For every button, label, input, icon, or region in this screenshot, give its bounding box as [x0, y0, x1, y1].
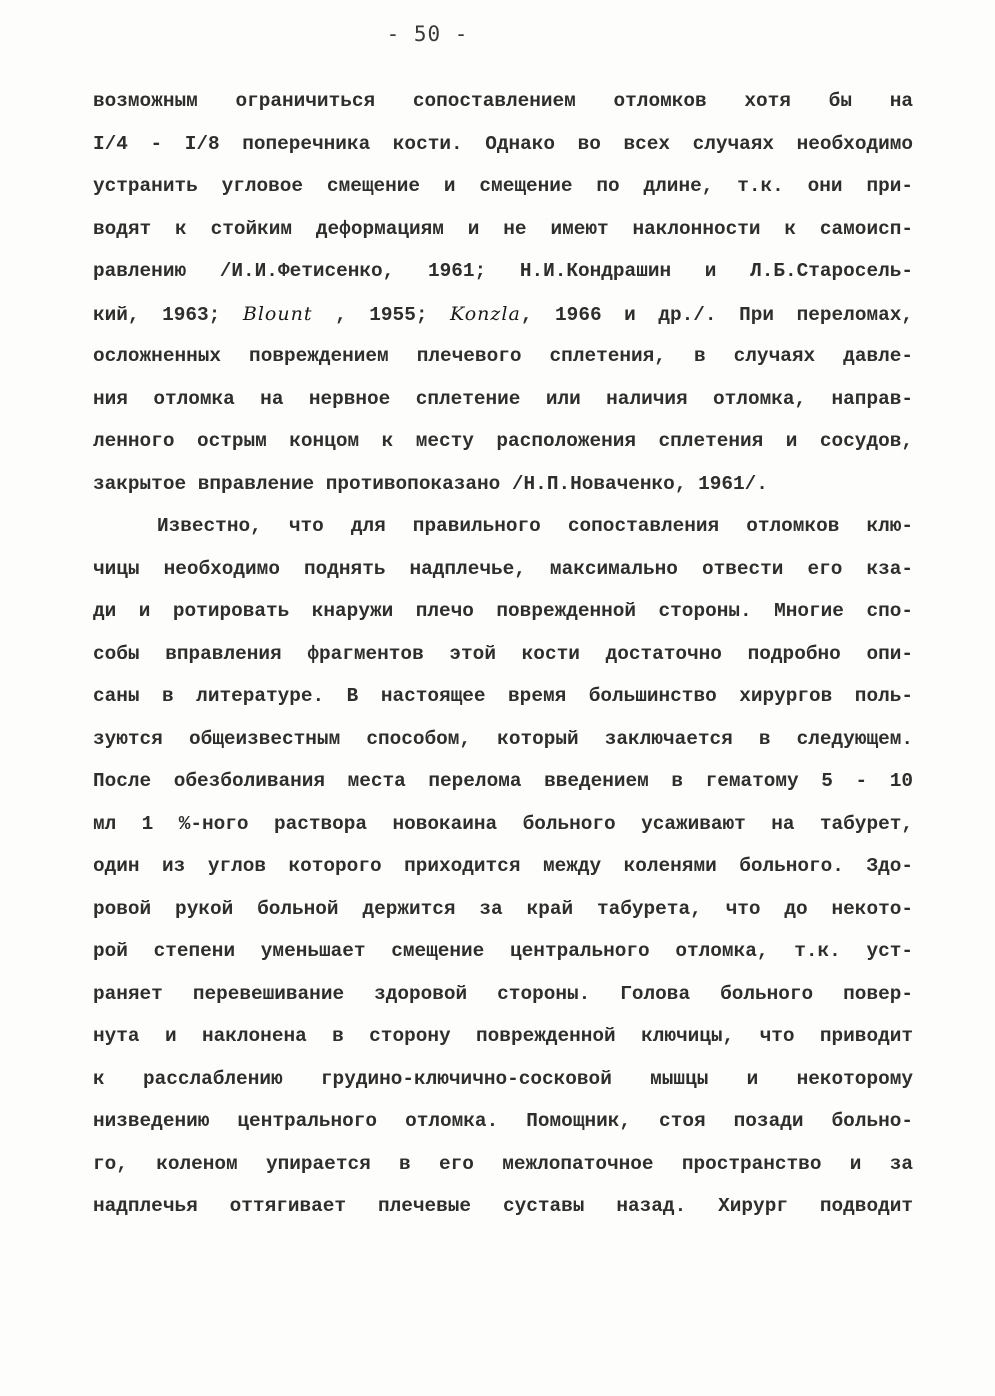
text-segment: , 1966 и др./. При переломах,	[520, 303, 913, 326]
text-line	[93, 803, 913, 846]
text-segment: возможным ограничиться сопоставлением отломков хотя бы на	[93, 90, 913, 112]
text-segment: низведению центрального отломка. Помощник, стоя позади больно-	[93, 1110, 913, 1132]
text-segment: один из углов которого приходится между коленями больного. Здо-	[93, 855, 913, 877]
text-line	[93, 633, 913, 676]
body-text	[93, 80, 913, 1228]
text-segment: саны в литературе. В настоящее время большинство хирургов поль-	[93, 685, 913, 707]
text-segment: ди и ротировать кнаружи плечо поврежденной стороны. Многие спо-	[93, 600, 913, 622]
text-line	[93, 335, 913, 378]
text-line	[93, 463, 913, 506]
text-line	[93, 760, 913, 803]
text-line	[93, 1143, 913, 1186]
text-line	[93, 165, 913, 208]
text-segment: водят к стойким деформациям и не имеют наклонности к самоисп-	[93, 217, 913, 240]
text-segment: надплечья оттягивает плечевые суставы назад. Хирург подводит	[93, 1195, 913, 1217]
text-line	[93, 1185, 913, 1228]
text-line	[93, 378, 913, 421]
text-segment: к расслаблению грудино-ключично-сосковой мышцы и некоторому	[93, 1067, 913, 1090]
text-line	[93, 250, 913, 293]
text-segment: ленного острым концом к месту расположения сплетения и сосудов,	[93, 430, 913, 452]
text-line	[93, 718, 913, 761]
text-segment: равлению /И.И.Фетисенко, 1961; Н.И.Кондрашин и Л.Б.Старосель-	[93, 260, 913, 282]
text-line	[93, 123, 913, 166]
handwritten-name: Konzla	[450, 302, 521, 325]
text-segment: Известно, что для правильного сопоставления отломков клю-	[157, 515, 913, 537]
text-line	[93, 1100, 913, 1143]
text-segment: собы вправления фрагментов этой кости достаточно подробно опи-	[93, 642, 913, 665]
text-segment: осложненных повреждением плечевого сплетения, в случаях давле-	[93, 345, 913, 367]
text-segment: кий, 1963;	[93, 303, 243, 326]
text-line	[93, 80, 913, 123]
text-segment: мл 1 %-ного раствора новокаина больного усаживают на табурет,	[93, 812, 913, 835]
text-segment: , 1955;	[312, 303, 451, 326]
text-line	[93, 208, 913, 251]
text-segment: зуются общеизвестным способом, который заключается в следующем.	[93, 727, 913, 750]
text-segment: устранить угловое смещение и смещение по длине, т.к. они при-	[93, 175, 913, 197]
text-segment: чицы необходимо поднять надплечье, максимально отвести его кза-	[93, 557, 913, 580]
text-line	[93, 845, 913, 888]
text-line	[93, 293, 913, 336]
text-segment: нута и наклонена в сторону поврежденной ключицы, что приводит	[93, 1025, 913, 1047]
text-segment: I/4 - I/8 поперечника кости. Однако во всех случаях необходимо	[93, 132, 913, 155]
text-line	[93, 420, 913, 463]
handwritten-name: Blount	[242, 302, 313, 325]
text-line	[93, 548, 913, 591]
text-segment: ровой рукой больной держится за край табурета, что до некото-	[93, 897, 913, 920]
text-line	[93, 930, 913, 973]
text-line	[93, 1015, 913, 1058]
text-segment: раняет перевешивание здоровой стороны. Голова больного повер-	[93, 982, 913, 1005]
text-line	[93, 675, 913, 718]
text-line	[93, 590, 913, 633]
text-segment: рой степени уменьшает смещение центрального отломка, т.к. уст-	[93, 940, 913, 962]
text-line	[93, 1058, 913, 1101]
text-line	[93, 505, 913, 548]
text-line	[93, 973, 913, 1016]
text-line	[93, 888, 913, 931]
text-segment: го, коленом упирается в его межлопаточное пространство и за	[93, 1152, 913, 1175]
page-number: - 50 -	[386, 22, 469, 46]
text-segment: закрытое вправление противопоказано /Н.П.Новаченко, 1961/.	[93, 472, 768, 495]
text-segment: ния отломка на нервное сплетение или наличия отломка, направ-	[93, 387, 913, 410]
text-segment: После обезболивания места перелома введением в гематому 5 - 10	[93, 770, 913, 792]
